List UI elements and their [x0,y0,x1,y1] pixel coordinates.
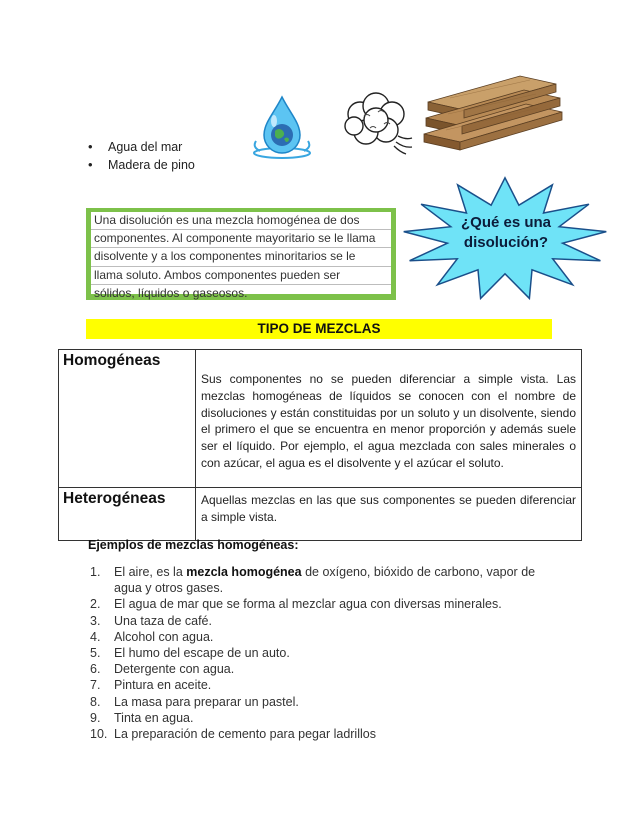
list-number: 10. [90,727,108,742]
example-text: Detergente con agua. [114,662,235,677]
examples-title: Ejemplos de mezclas homogéneas: [88,538,299,552]
examples-list [90,564,560,742]
mixtures-table [58,349,582,541]
starburst-line: ¿Qué es una [460,214,552,231]
type-cell: Homogéneas [59,350,196,488]
starburst-line: disolución? [463,234,549,251]
definition-line: llama soluto. Ambos componentes pueden ser [91,267,391,285]
list-item [90,677,560,693]
list-item [90,629,560,645]
definition-line: Una disolución es una mezcla homogénea de dos [91,212,391,230]
example-text: Una taza de café. [114,613,212,628]
example-text: La masa para preparar un pastel. [114,694,299,709]
definition-text [91,212,391,300]
definition-line: disolvente y a los componentes minoritarios se le [91,248,391,266]
pine-planks-icon [420,72,564,156]
description-cell: Aquellas mezclas en las que sus componentes se pueden diferenciar a simple vista. [196,488,582,541]
list-item [90,661,560,677]
example-bold: mezcla homogénea [186,565,302,579]
list-number: 4. [90,629,101,644]
list-item [90,710,560,726]
list-item: • Madera de pino [88,156,195,174]
section-banner: TIPO DE MEZCLAS [86,319,552,339]
list-number: 1. [90,565,101,579]
smoke-cloud-icon [338,86,414,156]
definition-line: sólidos, líquidos o gaseosos. [94,285,248,300]
example-text: La preparación de cemento para pegar ladrillos [114,727,376,742]
list-item [90,613,560,629]
example-text: Tinta en agua. [114,710,194,725]
list-item [90,694,560,710]
list-number: 6. [90,662,101,677]
starburst-text [436,213,576,253]
bullet-list [88,138,195,174]
definition-box [86,208,396,300]
list-item [90,564,560,596]
definition-line: componentes. Al componente mayoritario se le llama [91,230,391,248]
description-cell: Sus componentes no se pueden diferenciar a simple vista. Las mezclas homogéneas de líquidos se conocen con el nombre de disoluciones y están constituidas por un soluto y un disolvente, siendo el primero el que se encuentra en menor proporción y además suele ser el líquido. Por ejemplo, el agua mezclada con sales minerales o con azúcar, el agua es el disolvente y el azúcar el soluto. [196,350,582,488]
water-drop-icon [244,95,320,161]
table-row [59,350,582,488]
list-number: 3. [90,613,101,628]
example-prefix: El aire, es la [114,565,187,579]
list-number: 2. [90,597,101,612]
list-item [90,645,560,661]
list-number: 9. [90,710,101,725]
list-number: 5. [90,646,101,661]
list-number: 7. [90,678,101,693]
example-text: Alcohol con agua. [114,629,214,644]
list-item: • Agua del mar [88,138,195,156]
example-text: Pintura en aceite. [114,678,212,693]
list-item [90,726,560,742]
list-number: 8. [90,694,101,709]
example-text: El agua de mar que se forma al mezclar agua con diversas minerales. [114,597,502,612]
table-row [59,488,582,541]
type-cell: Heterogéneas [59,488,196,541]
example-text: El humo del escape de un auto. [114,646,290,661]
list-item [90,596,560,612]
example-suffix: de oxígeno, bióxido de carbono, vapor de agua y otros gases. [114,565,536,596]
